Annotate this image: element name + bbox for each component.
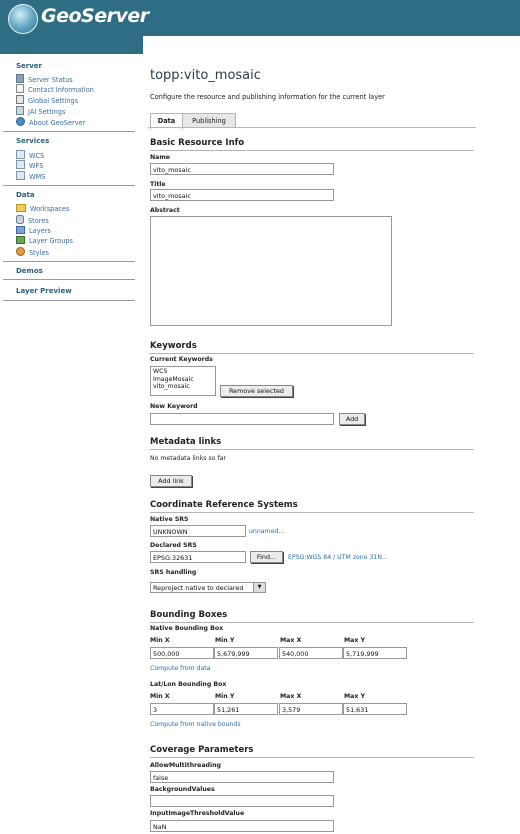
allow-multithreading-label: AllowMultithreading <box>150 762 221 769</box>
latlon-miny-label: Min Y <box>215 693 235 700</box>
sidebar-item-label: Workspaces <box>30 205 70 213</box>
srs-handling-select[interactable] <box>150 582 266 593</box>
sidebar-item-label: Layer Groups <box>29 237 73 245</box>
sidebar-item-label: Server Status <box>28 76 73 84</box>
sidebar-item-wcs[interactable] <box>16 150 44 159</box>
sidebar-divider <box>3 185 135 186</box>
section-heading-basic-info: Basic Resource Info <box>150 138 245 148</box>
tab-data[interactable]: Data <box>150 113 183 129</box>
native-srs-link[interactable]: unnamed... <box>249 528 285 535</box>
latlon-minx-input[interactable]: 3 <box>150 703 214 715</box>
find-srs-button[interactable]: Find... <box>250 551 283 563</box>
sidebar-item-label: WCS <box>29 152 45 160</box>
native-maxy-label: Max Y <box>344 637 365 644</box>
content-corner <box>143 36 520 54</box>
folder-icon <box>16 204 26 212</box>
compute-from-data-link[interactable]: Compute from data <box>150 665 211 672</box>
sidebar-item-layers[interactable] <box>16 226 51 235</box>
about-icon <box>16 117 25 126</box>
settings-icon <box>16 95 24 104</box>
section-divider <box>150 449 474 450</box>
declared-srs-label: Declared SRS <box>150 542 197 549</box>
sidebar-item-label: WFS <box>29 162 44 170</box>
current-keywords-list[interactable] <box>150 366 216 396</box>
section-heading-crs: Coordinate Reference Systems <box>150 500 298 510</box>
sidebar-item-styles[interactable] <box>16 247 49 256</box>
sidebar-item-jai-settings[interactable] <box>16 106 65 115</box>
sidebar-item-wms[interactable] <box>16 171 45 180</box>
latlon-miny-input[interactable]: 51,261 <box>214 703 278 715</box>
sidebar-item-label: Layers <box>29 227 51 235</box>
metadata-empty-text: No metadata links so far <box>150 455 226 462</box>
sidebar-item-workspaces[interactable] <box>16 204 69 213</box>
srs-handling-value: Reproject native to declared <box>153 584 244 592</box>
style-icon <box>16 247 25 256</box>
sidebar-top-bar <box>0 36 143 54</box>
background-values-input[interactable] <box>150 795 334 807</box>
native-srs-input: UNKNOWN <box>150 525 246 537</box>
native-maxy-input[interactable]: 5,719,999 <box>343 647 407 659</box>
section-divider <box>150 353 474 354</box>
sidebar-item-layer-groups[interactable] <box>16 236 73 245</box>
wfs-icon <box>16 160 25 169</box>
native-miny-label: Min Y <box>215 637 235 644</box>
wcs-icon <box>16 150 25 159</box>
allow-multithreading-input[interactable]: false <box>150 771 334 783</box>
abstract-textarea[interactable] <box>150 216 392 326</box>
sidebar-section-services: Services <box>16 137 50 145</box>
name-label: Name <box>150 154 170 161</box>
native-maxx-input[interactable]: 540,000 <box>279 647 343 659</box>
tab-publishing[interactable]: Publishing <box>182 113 236 128</box>
latlon-bbox-label: Lat/Lon Bounding Box <box>150 681 227 688</box>
declared-srs-input[interactable]: EPSG:32631 <box>150 551 246 563</box>
new-keyword-input[interactable] <box>150 413 334 425</box>
layer-group-icon <box>16 236 25 244</box>
sidebar-item-label: Styles <box>29 249 49 257</box>
sidebar-item-about-geoserver[interactable] <box>16 117 85 126</box>
globe-icon <box>8 4 38 34</box>
title-input[interactable]: vito_mosaic <box>150 189 334 201</box>
add-keyword-button[interactable]: Add <box>339 413 365 425</box>
section-divider <box>150 622 474 623</box>
section-divider <box>150 512 474 513</box>
list-item[interactable]: ImageMosaic <box>153 375 194 383</box>
background-values-label: BackgroundValues <box>150 786 215 793</box>
list-item[interactable]: WCS <box>153 368 168 375</box>
contact-icon <box>16 84 24 93</box>
section-heading-keywords: Keywords <box>150 341 197 351</box>
tab-bar-line <box>148 127 476 128</box>
sidebar-divider <box>3 279 135 280</box>
sidebar-section-server: Server <box>16 62 43 70</box>
srs-handling-label: SRS handling <box>150 569 197 576</box>
sidebar <box>0 36 143 834</box>
sidebar-item-stores[interactable] <box>16 215 49 224</box>
logo-text: GeoServer <box>41 5 149 27</box>
section-divider <box>150 150 474 151</box>
name-input[interactable]: vito_mosaic <box>150 163 334 175</box>
native-minx-label: Min X <box>150 637 170 644</box>
latlon-maxx-label: Max X <box>280 693 302 700</box>
sidebar-item-label: JAI Settings <box>28 108 66 116</box>
native-bbox-label: Native Bounding Box <box>150 625 224 632</box>
compute-from-native-bounds-link[interactable]: Compute from native bounds <box>150 721 241 728</box>
geoserver-logo[interactable] <box>8 2 168 34</box>
sidebar-item-label: About GeoServer <box>29 119 86 127</box>
layer-icon <box>16 226 25 234</box>
add-link-button[interactable]: Add link <box>150 475 192 487</box>
sidebar-divider <box>3 131 135 132</box>
page-title: topp:vito_mosaic <box>150 68 261 83</box>
native-miny-input[interactable]: 5,679,999 <box>214 647 278 659</box>
sidebar-item-label: Contact Information <box>28 86 94 94</box>
sidebar-item-server-status[interactable] <box>16 74 73 83</box>
native-srs-label: Native SRS <box>150 516 189 523</box>
sidebar-item-label: WMS <box>29 173 46 181</box>
latlon-maxy-input[interactable]: 51,631 <box>343 703 407 715</box>
latlon-maxx-input[interactable]: 3,579 <box>279 703 343 715</box>
sidebar-item-wfs[interactable] <box>16 160 43 169</box>
chevron-down-icon[interactable]: ▼ <box>253 583 265 592</box>
new-keyword-label: New Keyword <box>150 403 198 410</box>
sidebar-section-data: Data <box>16 191 35 199</box>
title-label: Title <box>150 181 166 188</box>
latlon-minx-label: Min X <box>150 693 170 700</box>
sidebar-item-contact-information[interactable] <box>16 84 94 93</box>
input-image-threshold-input[interactable]: NaN <box>150 820 334 832</box>
sidebar-item-label: Stores <box>28 217 49 225</box>
remove-selected-button[interactable]: Remove selected <box>220 385 293 397</box>
app-header <box>0 0 520 36</box>
server-icon <box>16 74 24 83</box>
abstract-label: Abstract <box>150 207 180 214</box>
wms-icon <box>16 171 25 180</box>
native-minx-input[interactable]: 500,000 <box>150 647 214 659</box>
sidebar-divider <box>3 261 135 262</box>
page-subtitle: Configure the resource and publishing information for the current layer <box>150 93 385 101</box>
section-divider <box>150 757 474 758</box>
current-keywords-label: Current Keywords <box>150 356 213 363</box>
section-heading-metadata-links: Metadata links <box>150 437 222 447</box>
declared-srs-link[interactable]: EPSG:WGS 84 / UTM zone 31N... <box>288 554 388 561</box>
sidebar-item-global-settings[interactable] <box>16 95 78 104</box>
sidebar-item-label: Global Settings <box>28 97 79 105</box>
jai-icon <box>16 106 24 115</box>
list-item[interactable]: vito_mosaic <box>153 383 190 390</box>
native-maxx-label: Max X <box>280 637 302 644</box>
input-image-threshold-label: InputImageThresholdValue <box>150 810 245 817</box>
store-icon <box>16 215 24 224</box>
section-heading-coverage-parameters: Coverage Parameters <box>150 745 254 755</box>
sidebar-item-demos[interactable]: Demos <box>16 267 43 275</box>
sidebar-divider <box>3 300 135 301</box>
section-heading-bounding-boxes: Bounding Boxes <box>150 610 228 620</box>
latlon-maxy-label: Max Y <box>344 693 365 700</box>
sidebar-item-layer-preview[interactable]: Layer Preview <box>16 287 72 295</box>
